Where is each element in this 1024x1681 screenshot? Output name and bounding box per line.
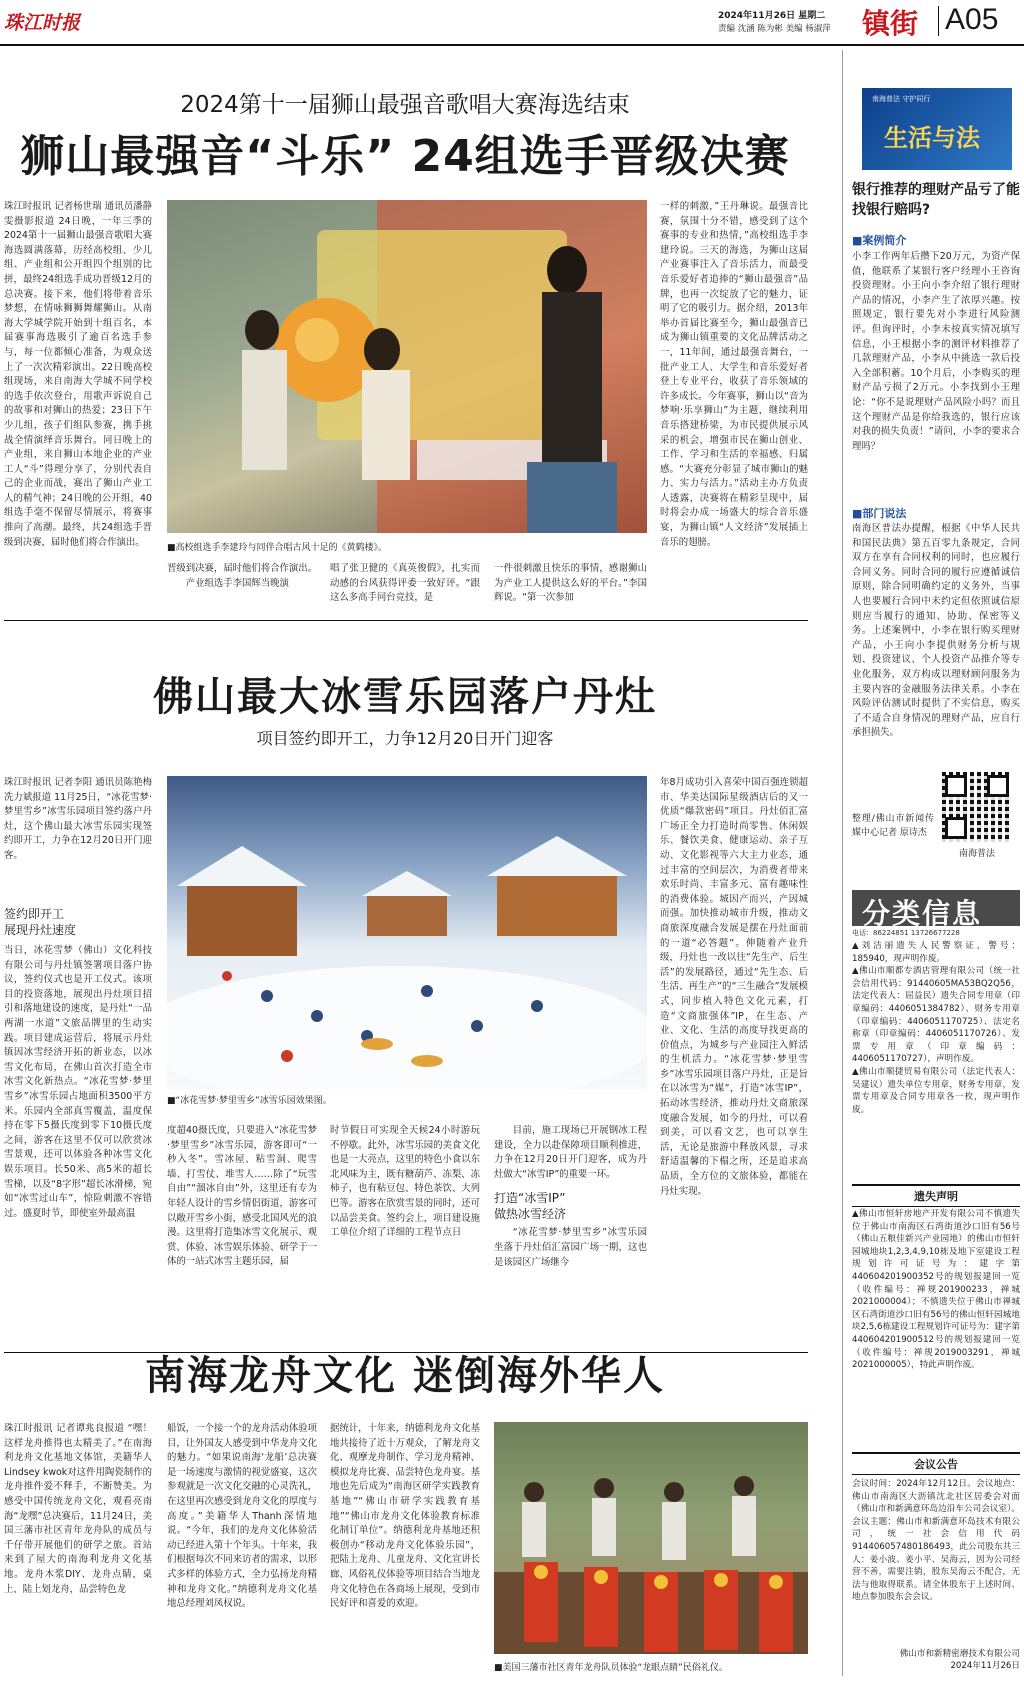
story1-column-d: 一样的刺激，”王丹琳说。最强音比赛，氛围十分不错，感受到了这个赛事的专业和热情，”高校组选手李建玲说。三天的海选，为狮山这届产业赛事注入了音乐活力，而最受音乐爱好者追捧的“狮山最强音”品牌，也再一次绽放了它的魅力，证明了它的吸引力。据介绍，2013年举办首届比赛至今，狮山最强音已成为狮山镇重要的文化品牌活动之一，11年间，通过最强音舞台，一批产业工人、大学生和音乐爱好者登上专业平台，收获了音乐领域的许多成长。今年赛事，狮山以“音为梦响·乐享狮山”为主题，继续利用音乐搭建桥梁，为市民提供展示风采的机会，增强市民在狮山创业、工作、学习和生活的幸福感、归属感。“大赛充分彰显了城市狮山的魅力、实力与活力。”活动主办方负责人透露，决赛将在精彩呈现中，届时将会办成一场盛大的综合音乐盛宴，为狮山镇“人文经济”发展插上音乐的翅膀。 bbox=[660, 201, 808, 548]
story2-photo bbox=[167, 776, 647, 1089]
classified-phones: 电话：86224851 13726677228 bbox=[852, 929, 960, 937]
story3-photo bbox=[494, 1422, 808, 1654]
singers-illustration bbox=[167, 200, 647, 533]
sidebar-headline: 银行推荐的理财产品亏了能找银行赔吗? bbox=[852, 182, 1020, 218]
classified-item-1: ▲刘洁丽遗失人民警察证，警号：185940，现声明作废。 bbox=[852, 941, 1020, 964]
sidebar-divider bbox=[842, 50, 843, 1676]
story1-column-b: 唱了张卫健的《真英俊假》，扎实而动感的台风获得评委一致好评。“跟这么多高手同台竞技，是 bbox=[330, 563, 480, 604]
story2-column-d: 年8月成功引入喜荣中国百强连锁超市、华美达国际星级酒店后的又一优质“爆款密码”项目。丹灶佰汇富广场正全力打造时尚零售、休闲娱乐、餐饮美食、健康运动、亲子互动、文化影视等六大主力业态，通过丰富的空间层次，为消费者带来欢乐时尚、丰富多元、富有趣味性的消费体验。城因产而兴，产因城而强。加快推动城市升级，推动文商旅深度融合发展是摆在丹灶面前的一道“必答题”。伸随着产业升级，丹灶也一改以往“先生产、后生活”的发展路径，通过“先生态、后生活、再生产”的“三生融合”发展模式，同步植入特色文化元素，打造“文商旅强体”IP，在生态、产业、文化、生活的高度导找更高的价值点，为城乡与产业园注入鲜活的生机活力。“冰花雪梦·梦里雪乡”冰雪乐园项目落户丹灶，正是旨在以冰雪为“媒”，打造“冰雪IP”，拓动冰雪经济，推动丹灶文商旅深度融合发展，如今的丹灶，可以看到美，可以看文艺，也可以享生活，无论是旅游中释放风景，寻求舒适温馨的下榻之所，还是追求高品质，全方位的文旅体验，都能在丹灶实现。 bbox=[660, 777, 808, 1197]
classified-items bbox=[852, 940, 1020, 1175]
law-section-title: ■部门说法 bbox=[852, 507, 907, 520]
qr-code bbox=[942, 772, 1012, 842]
sidebar-credit: 整理/佛山市新闻传媒中心记者 原诗杰 bbox=[852, 814, 934, 838]
date-line: 2024年11月26日 星期二 bbox=[718, 11, 826, 21]
case-section-title: ■案例简介 bbox=[852, 234, 907, 247]
meeting-notice-signature: 佛山市和新精密磨技术有限公司 2024年11月26日 bbox=[899, 1649, 1020, 1671]
story2-column-c bbox=[494, 1124, 647, 1342]
qr-label: 南海普法 bbox=[958, 849, 995, 859]
ice-park-illustration bbox=[167, 776, 647, 1089]
story1-column-c: 一件很刺激且快乐的事情，感谢狮山为产业工人提供这么好的平台。”李国辉说。“第一次参加 bbox=[494, 563, 647, 604]
classified-banner-title: 分类信息 bbox=[862, 897, 983, 930]
section-name: 镇街 bbox=[862, 7, 919, 40]
editors-line: 责编 沈涵 陈为彬 美编 杨淑萍 bbox=[718, 24, 831, 34]
classified-item-3: ▲佛山市顺捷贸易有限公司（法定代表人：吴建议）遗失单位专用章，财务专用章，发票专用章及合同专用章各一枚，现声明作废。 bbox=[852, 1066, 1020, 1115]
classified-banner bbox=[852, 890, 1020, 930]
lost-notice-text: ▲佛山市恒轩房地产开发有限公司不慎遗失位于佛山市南海区石湾街道沙口旧有56号（佛山五粮佳新兴产业园地）的佛山市恒轩园城地块1,2,3,4,9,10栋及地下室建设工程规划许可证号为：建字第440604201900352号的规划报建回一览（收件编号：禅规201900233，禅城2021000004）；不慎遗失位于佛山市禅城区石湾街道沙口旧有56号的佛山恒轩园城地块2,5,6栋建设工程规划许可证号为：建字第440604201900512号的规划报建回一览（收件编号：禅规2019003291，禅城2021000005），特此声明作废。 bbox=[852, 1209, 1020, 1371]
story2-headline: 佛山最大冰雪乐园落户丹灶 bbox=[153, 674, 657, 720]
story2-column-a: 度超40摄氏度，只要进入“冰花雪梦·梦里雪乡”冰雪乐园，游客即可“一秒入冬”。雪冰屋、粘雪洞、爬雪墙、打雪仗、堆雪人……除了“玩雪自由”“溜冰自由”外，这里还有专为年轻人设计的雪乡情侣街道，游客可以敞开雪乡小街，感受北国风光的浪漫。这里将打造集冰雪文化展示、观赏、体验、冰雪娱乐体验、研学于一体的一站式冰雪主题乐园，届 bbox=[167, 1125, 317, 1268]
story2-column-1-body: 当日，冰花雪梦（佛山）文化科技有限公司与丹灶镇签署项目落户协议，签约仪式也是开工仪式。该项目的投资落地，展现出丹灶项目招引和落地建设的速度，是丹灶“一品两湖一水道”文旅品牌里的生动实践。项目建成运营后，将展示丹灶镇因冰雪经济开拓的新业态，以冰雪文化布局，在佛山首次打造全市冰雪文化新热点。“冰花雪梦·梦里雪乡”冰雪乐园占地面积3500平方米。乐园内全部真雪覆盖，温度保持在零下5摄氏度到零下10摄氏度之间，游客在这里不仅可以欣赏冰雪景观，还可以体验各种冰雪文化娱乐项目。长50米、高5米的超长雪梯，以及“8字形”超长冰滑梯，宛如“冰雪过山车”，惊险刺激不容错过。盛夏时节，即使室外最高温 bbox=[4, 945, 152, 1219]
sidebar-banner-small: 南海普法 守护同行 bbox=[872, 95, 931, 103]
story1-column-a-text-2: 产业组选手李国辉当晚演 bbox=[185, 577, 289, 589]
case-section-text: 小李工作两年后攒下20万元，为资产保值，他联系了某银行客户经理小王咨询投资理财。小王向小李介绍了银行理财产品的情况，小李产生了浓厚兴趣。按照规定，银行要先对小李进行风险测评。但询评时，小李未按真实情况填写信息，小王根据小李的测评材料推荐了几款理财产品，小李从中挑选一款后投入全部积蓄。10个月后，小李购买的理财产品亏损了2万元。小李找到小王理论：“你不是说理财产品风险小吗？而且这个理财产品是你给我选的，银行应该对我的损失负责！”请问，小李的要求合理吗？ bbox=[852, 251, 1020, 452]
story2-subhead-1: 签约即开工 展现丹灶速度 bbox=[4, 907, 77, 937]
story1-headline: 狮山最强音“斗乐” 24组选手晋级决赛 bbox=[20, 131, 790, 182]
story2-column-c-text: 目前，施工现场已开展钢冰工程建设，全力以赴保障项目顺利推进，力争在12月20日开门迎客，成为丹灶做大“冰雪IP”的重要一环。 bbox=[494, 1125, 647, 1180]
story2-photo-caption: ■“冰花雪梦·梦里雪乡”冰雪乐园效果图。 bbox=[167, 1096, 332, 1106]
masthead-rule bbox=[0, 44, 1024, 46]
story1-column-a-text: 晋级到决赛，届时他们将合作演出。 bbox=[167, 563, 317, 574]
section-divider bbox=[938, 6, 939, 36]
story1-bottom-rule bbox=[4, 620, 808, 621]
dragon-boat-illustration bbox=[494, 1422, 808, 1654]
story1-column-1: 珠江时报讯 记者杨世瑞 通讯员潘静雯摄影报道 24日晚，一年三季的2024第十一届狮山最强音歌唱大赛海选圆满落幕，历经高校组、少儿组、产业组和公开组四个组别的比拼，最终24组选手成功晋级12月的总决赛。接下来，他们将带着音乐梦想，在情咏狮狮舞耀狮山。从南海大学城学院开始到十组百名，本届赛事海选吸引了逾百名选手参与，每一位都倾心准备，为观众送上了一次次精彩演出。22日晚高校组现场，来自南海大学城不同学校的选手依次登台，用歌声诉说自己的故事和对狮山的热爱；23日下午少儿组，孩子们组队参赛，携手挑战全情演绎音乐舞台。同日晚上的产业组，来自狮山本地企业的产业工人“斗”得理分享了，分别代表自己的企业而战，赛出了狮山产业工人的精气神；24日晚的公开组，40组选手毫不保留尽情展示，将赛事推向了高潮。最终，共24组选手晋级到决赛，届时他们将合作演出。 bbox=[4, 201, 152, 548]
page-number: A05 bbox=[945, 3, 999, 36]
story3-headline: 南海龙舟文化 迷倒海外华人 bbox=[145, 1353, 665, 1399]
masthead bbox=[0, 0, 1024, 44]
story1-photo-caption: ■高校组选手李建玲与同伴合唱古风十足的《黄鹤楼》。 bbox=[167, 543, 388, 553]
meeting-notice-title: 会议公告 bbox=[852, 1452, 1020, 1475]
story2-subheadline: 项目签约即开工，力争12月20日开门迎客 bbox=[256, 729, 554, 748]
lost-notice-title: 遗失声明 bbox=[852, 1184, 1020, 1207]
story2-column-1-lead: 珠江时报讯 记者李阳 通讯员陈艳梅 冼力斌报道 11月25日，“冰花雪梦·梦里雪乡”冰雪乐园项目签约落户丹灶，这个佛山最大冰雪乐园实现签约即开工，力争在12月20日开门迎客。 bbox=[4, 777, 152, 861]
story1-photo bbox=[167, 200, 647, 533]
story3-column-3: 据统计，十年来，纳德利龙舟文化基地共接待了近十万观众，了解龙舟文化、观摩龙舟制作、学习龙舟精神、模拟龙舟比赛、品尝特色龙舟宴。基地也先后成为“南海区研学实践教育基地”“佛山市研学实践教育基地”“佛山市龙舟文化体验教育标准化制订单位”。纳德利龙舟基地还积极创办“移动龙舟文化体验乐园”，把陆上龙舟、儿童龙舟、文化宣讲长廊、风俗礼仪体验等项目结合当地龙舟文化特色在各商场上展现，受到市民好评和喜爱的欢迎。 bbox=[330, 1423, 480, 1610]
story1-kicker: 2024第十一届狮山最强音歌唱大赛海选结束 bbox=[180, 92, 630, 118]
story3-photo-caption: ■美国三藩市社区青年龙舟队员体验“龙眼点睛”民俗礼仪。 bbox=[494, 1663, 728, 1673]
story3-column-1: 珠江时报讯 记者谭兆良报道 “嘿！这样龙舟推得也太精美了。”在南海利龙舟文化基地文体馆，美籍华人Lindsey kwok对这件用陶瓷制作的龙舟推件爱不释手，不断赞美。为感受中国传统龙舟文化，观看亮南海“龙嘿”总决赛后，11月24日，美国三藩市社区青年龙舟队的成员与千仔带开展他们的研学之旅。首站来到了屋大的南海利龙舟文化基地。龙舟木浆DIY、龙舟点睛，桌上、陆上划龙舟，品尝特色龙 bbox=[4, 1423, 152, 1595]
story2-column-b: 时节假日可实现全天候24小时游玩不停歇。此外，冰雪乐园的美食文化也是一大亮点，这里的特色小食以东北风味为主，既有糖葫芦、冻梨、冻柿子，也有粘豆包、特色茶饮、大列巴等。游客在欣赏雪景的同时，还可以品尝美食。签约会上，项目建设施工单位介绍了详细的工程节点日 bbox=[330, 1125, 480, 1239]
sidebar-banner-title: 生活与法 bbox=[884, 123, 980, 152]
classified-item-2: ▲佛山市顺都专酒店管理有限公司（统一社会信用代码：91440605MA53BQ2Q56，法定代表人：屈益民）遗失合同专用章（印章编码：4406051384782）、财务专用章（印章编码：4406051170725）、法定名称章（印章编码：4406051170726）、发票专用章（印章编码：4406051170727），声明作废。 bbox=[852, 966, 1020, 1065]
story2-subhead-2: 打造“冰雪IP” 做热冰雪经济 bbox=[494, 1191, 567, 1222]
story3-column-2: 船饭，一个接一个的龙舟活动体验项目，让外国友人感受到中华龙舟文化的魅力。“如果说南海‘龙船’总决赛是一场速度与激情的视觉盛宴，这次参观就是一次文化交融的心灵洗礼，在这里再次感受到龙舟文化的厚度与高度。”美籍华人Thanh深情地说。“今年，我们的龙舟文化体验活动已经进入第十个年头。十年来，我们根据每次不同来访者的需求，以形式多样的体验方式，全力弘扬龙舟精神和龙舟文化。”纳德利龙舟文化基地总经理刘凤权说。 bbox=[167, 1423, 317, 1610]
meeting-notice-text: 会议时间：2024年12月12日。会议地点：佛山市南海区大沥镇沈北社区居委会对面（佛山市和新满意环岛边沿车公司会议室）。会议主题：佛山市和新满意环岛技术有限公司，统一社会信用代码914406057480186493，此公司股东共三人：姜小波、姜小平、吴海云，因为公司经营不善，需要注销，股东吴海云不配合，无法与他取得联系。请全体股东于上述时间、地点参加股东会会议。 bbox=[852, 1479, 1020, 1603]
story1-column-a bbox=[167, 562, 317, 612]
story2-column-c-text-2: “冰花雪梦·梦里雪乡”冰雪乐园坐落于丹灶佰汇富园广场一期，这也是该园区广场继今 bbox=[494, 1227, 647, 1268]
law-section-text: 南海区普法办提醒，根据《中华人民共和国民法典》第五百零九条规定，合同双方在享有合同权利的同时，也应履行合同义务。同时合同的履行应遵循诚信原则，除合同明确约定的义务外，当事人也要履行合同中未约定但依照诚信原则应当履行的通知、协助、保密等义务。上述案例中，小李在银行购买理财产品，小王向小李提供财务分析与规划、投资建议、个人投资产品推介等专业化服务，双方构成以理财顾问服务为主要内容的金融服务法律关系。小李在风险评估测试时提供了不实信息，购买了不适合自身情况的理财产品，应自行承担损失。 bbox=[852, 523, 1020, 739]
sidebar-banner bbox=[862, 88, 1012, 170]
paper-name-logo: 珠江时报 bbox=[4, 12, 81, 34]
